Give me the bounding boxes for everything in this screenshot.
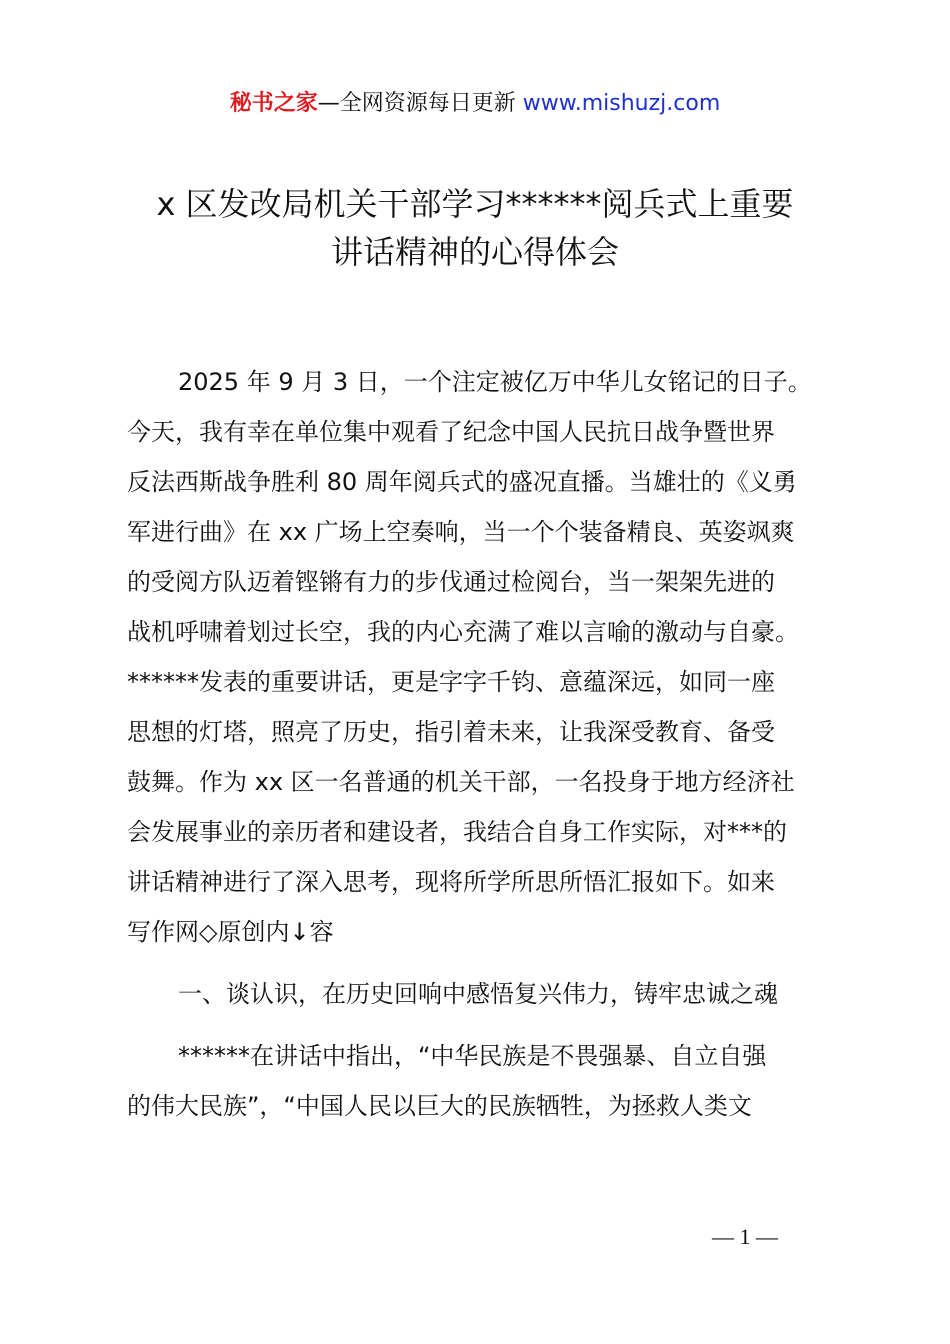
- title-line: x 区发改局机关干部学习******阅兵式上重要: [156, 185, 794, 223]
- document-body: [127, 357, 847, 1131]
- heading-line: 一、谈认识，在历史回响中感悟复兴伟力，铸牢忠诚之魂: [178, 980, 778, 1008]
- text-line: ******在讲话中指出，“中华民族是不畏强暴、自立自强: [178, 1042, 767, 1070]
- section-heading: [127, 969, 847, 1019]
- text-line: 思想的灯塔，照亮了历史，指引着未来，让我深受教育、备受: [127, 718, 775, 746]
- paragraph-section1: [127, 1031, 847, 1131]
- text-line: 2025 年 9 月 3 日，一个注定被亿万中华儿女铭记的日子。: [178, 368, 812, 396]
- text-line: 军进行曲》在 xx 广场上空奏响，当一个个装备精良、英姿飒爽: [127, 518, 795, 546]
- text-line: 反法西斯战争胜利 80 周年阅兵式的盛况直播。当雄壮的《义勇: [127, 468, 797, 496]
- site-header: [0, 86, 950, 122]
- text-line: 的伟大民族”，“中国人民以巨大的民族牺牲，为拯救人类文: [127, 1092, 752, 1120]
- text-line: 鼓舞。作为 xx 区一名普通的机关干部，一名投身于地方经济社: [127, 768, 795, 796]
- text-line: 今天，我有幸在单位集中观看了纪念中国人民抗日战争暨世界: [127, 418, 775, 446]
- text-line: ******发表的重要讲话，更是字字千钧、意蕴深远，如同一座: [127, 668, 775, 696]
- title-line: 讲话精神的心得体会: [330, 233, 619, 271]
- text-line: 的受阅方队迈着铿锵有力的步伐通过检阅台，当一架架先进的: [127, 568, 775, 596]
- paragraph-intro: [127, 357, 847, 957]
- document-title: [60, 180, 890, 276]
- page-number: — 1 —: [712, 1224, 778, 1249]
- site-url-link[interactable]: www.mishuzj.com: [522, 91, 721, 116]
- text-line: 会发展事业的亲历者和建设者，我结合自身工作实际，对***的: [127, 818, 787, 846]
- site-slogan: —全网资源每日更新: [317, 91, 523, 116]
- text-line: 讲话精神进行了深入思考，现将所学所思所悟汇报如下。如来: [127, 868, 775, 896]
- text-line: 战机呼啸着划过长空，我的内心充满了难以言喻的激动与自豪。: [127, 618, 799, 646]
- site-brand: 秘书之家: [229, 91, 318, 116]
- text-line: 写作网◇原创内↓容: [127, 918, 334, 946]
